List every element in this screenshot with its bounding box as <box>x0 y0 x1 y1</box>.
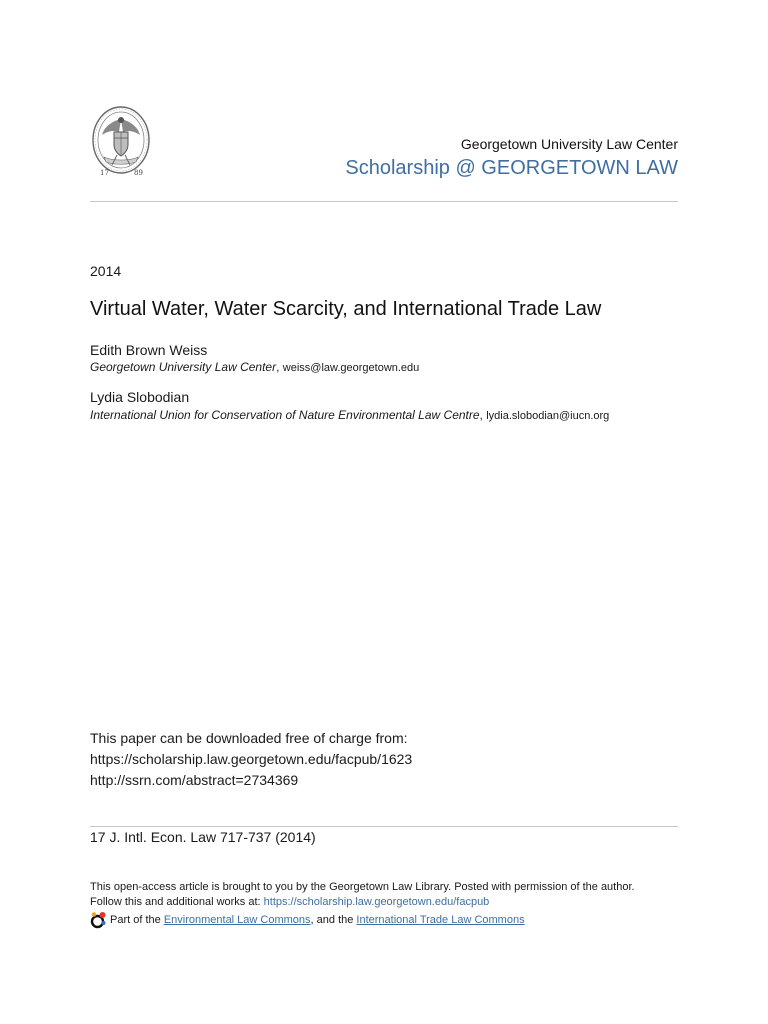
georgetown-seal-logo <box>90 105 152 181</box>
part-of-label: Part of the <box>110 914 164 926</box>
author-affiliation-line: Georgetown University Law Center, weiss@law.georgetown.edu <box>90 360 420 374</box>
author-name: Edith Brown Weiss <box>90 342 208 358</box>
repository-name[interactable]: Scholarship @ GEORGETOWN LAW <box>345 157 678 179</box>
commons-separator: , and the <box>310 914 357 926</box>
facpub-link[interactable]: https://scholarship.law.georgetown.edu/facpub <box>263 895 490 908</box>
author-affiliation: Georgetown University Law Center <box>90 360 277 374</box>
institution-name: Georgetown University Law Center <box>460 136 678 152</box>
international-trade-law-commons-link[interactable]: International Trade Law Commons <box>356 914 525 926</box>
follow-works-label: Follow this and additional works at: <box>90 895 264 908</box>
author-affiliation: International Union for Conservation of Nature Environmental Law Centre <box>90 408 480 422</box>
header-divider <box>90 201 678 202</box>
digital-commons-network-icon <box>90 911 107 929</box>
open-access-statement: This open-access article is brought to you by the Georgetown Law Library. Posted with permission of the author. <box>90 881 635 893</box>
citation: 17 J. Intl. Econ. Law 717-737 (2014) <box>90 829 316 845</box>
author-email[interactable]: lydia.slobodian@iucn.org <box>486 410 610 422</box>
commons-line <box>90 911 525 929</box>
article-title: Virtual Water, Water Scarcity, and International Trade Law <box>90 298 602 320</box>
download-link[interactable]: http://ssrn.com/abstract=2734369 <box>90 772 299 788</box>
environmental-law-commons-link[interactable]: Environmental Law Commons <box>163 914 311 926</box>
author-name: Lydia Slobodian <box>90 389 190 405</box>
download-intro: This paper can be downloaded free of charge from: <box>90 730 408 746</box>
publication-year: 2014 <box>90 263 122 279</box>
citation-divider <box>90 826 678 827</box>
seal-year-right: 89 <box>134 169 143 177</box>
download-info <box>90 728 412 791</box>
author-affiliation-line: International Union for Conservation of Nature Environmental Law Centre, lydia.slobodian@iucn.org <box>90 408 610 422</box>
download-link[interactable]: https://scholarship.law.georgetown.edu/facpub/1623 <box>90 751 413 767</box>
author-email[interactable]: weiss@law.georgetown.edu <box>282 362 420 374</box>
follow-works-line <box>90 895 690 910</box>
open-access-notice <box>90 880 690 909</box>
seal-year-left: 17 <box>100 169 109 177</box>
